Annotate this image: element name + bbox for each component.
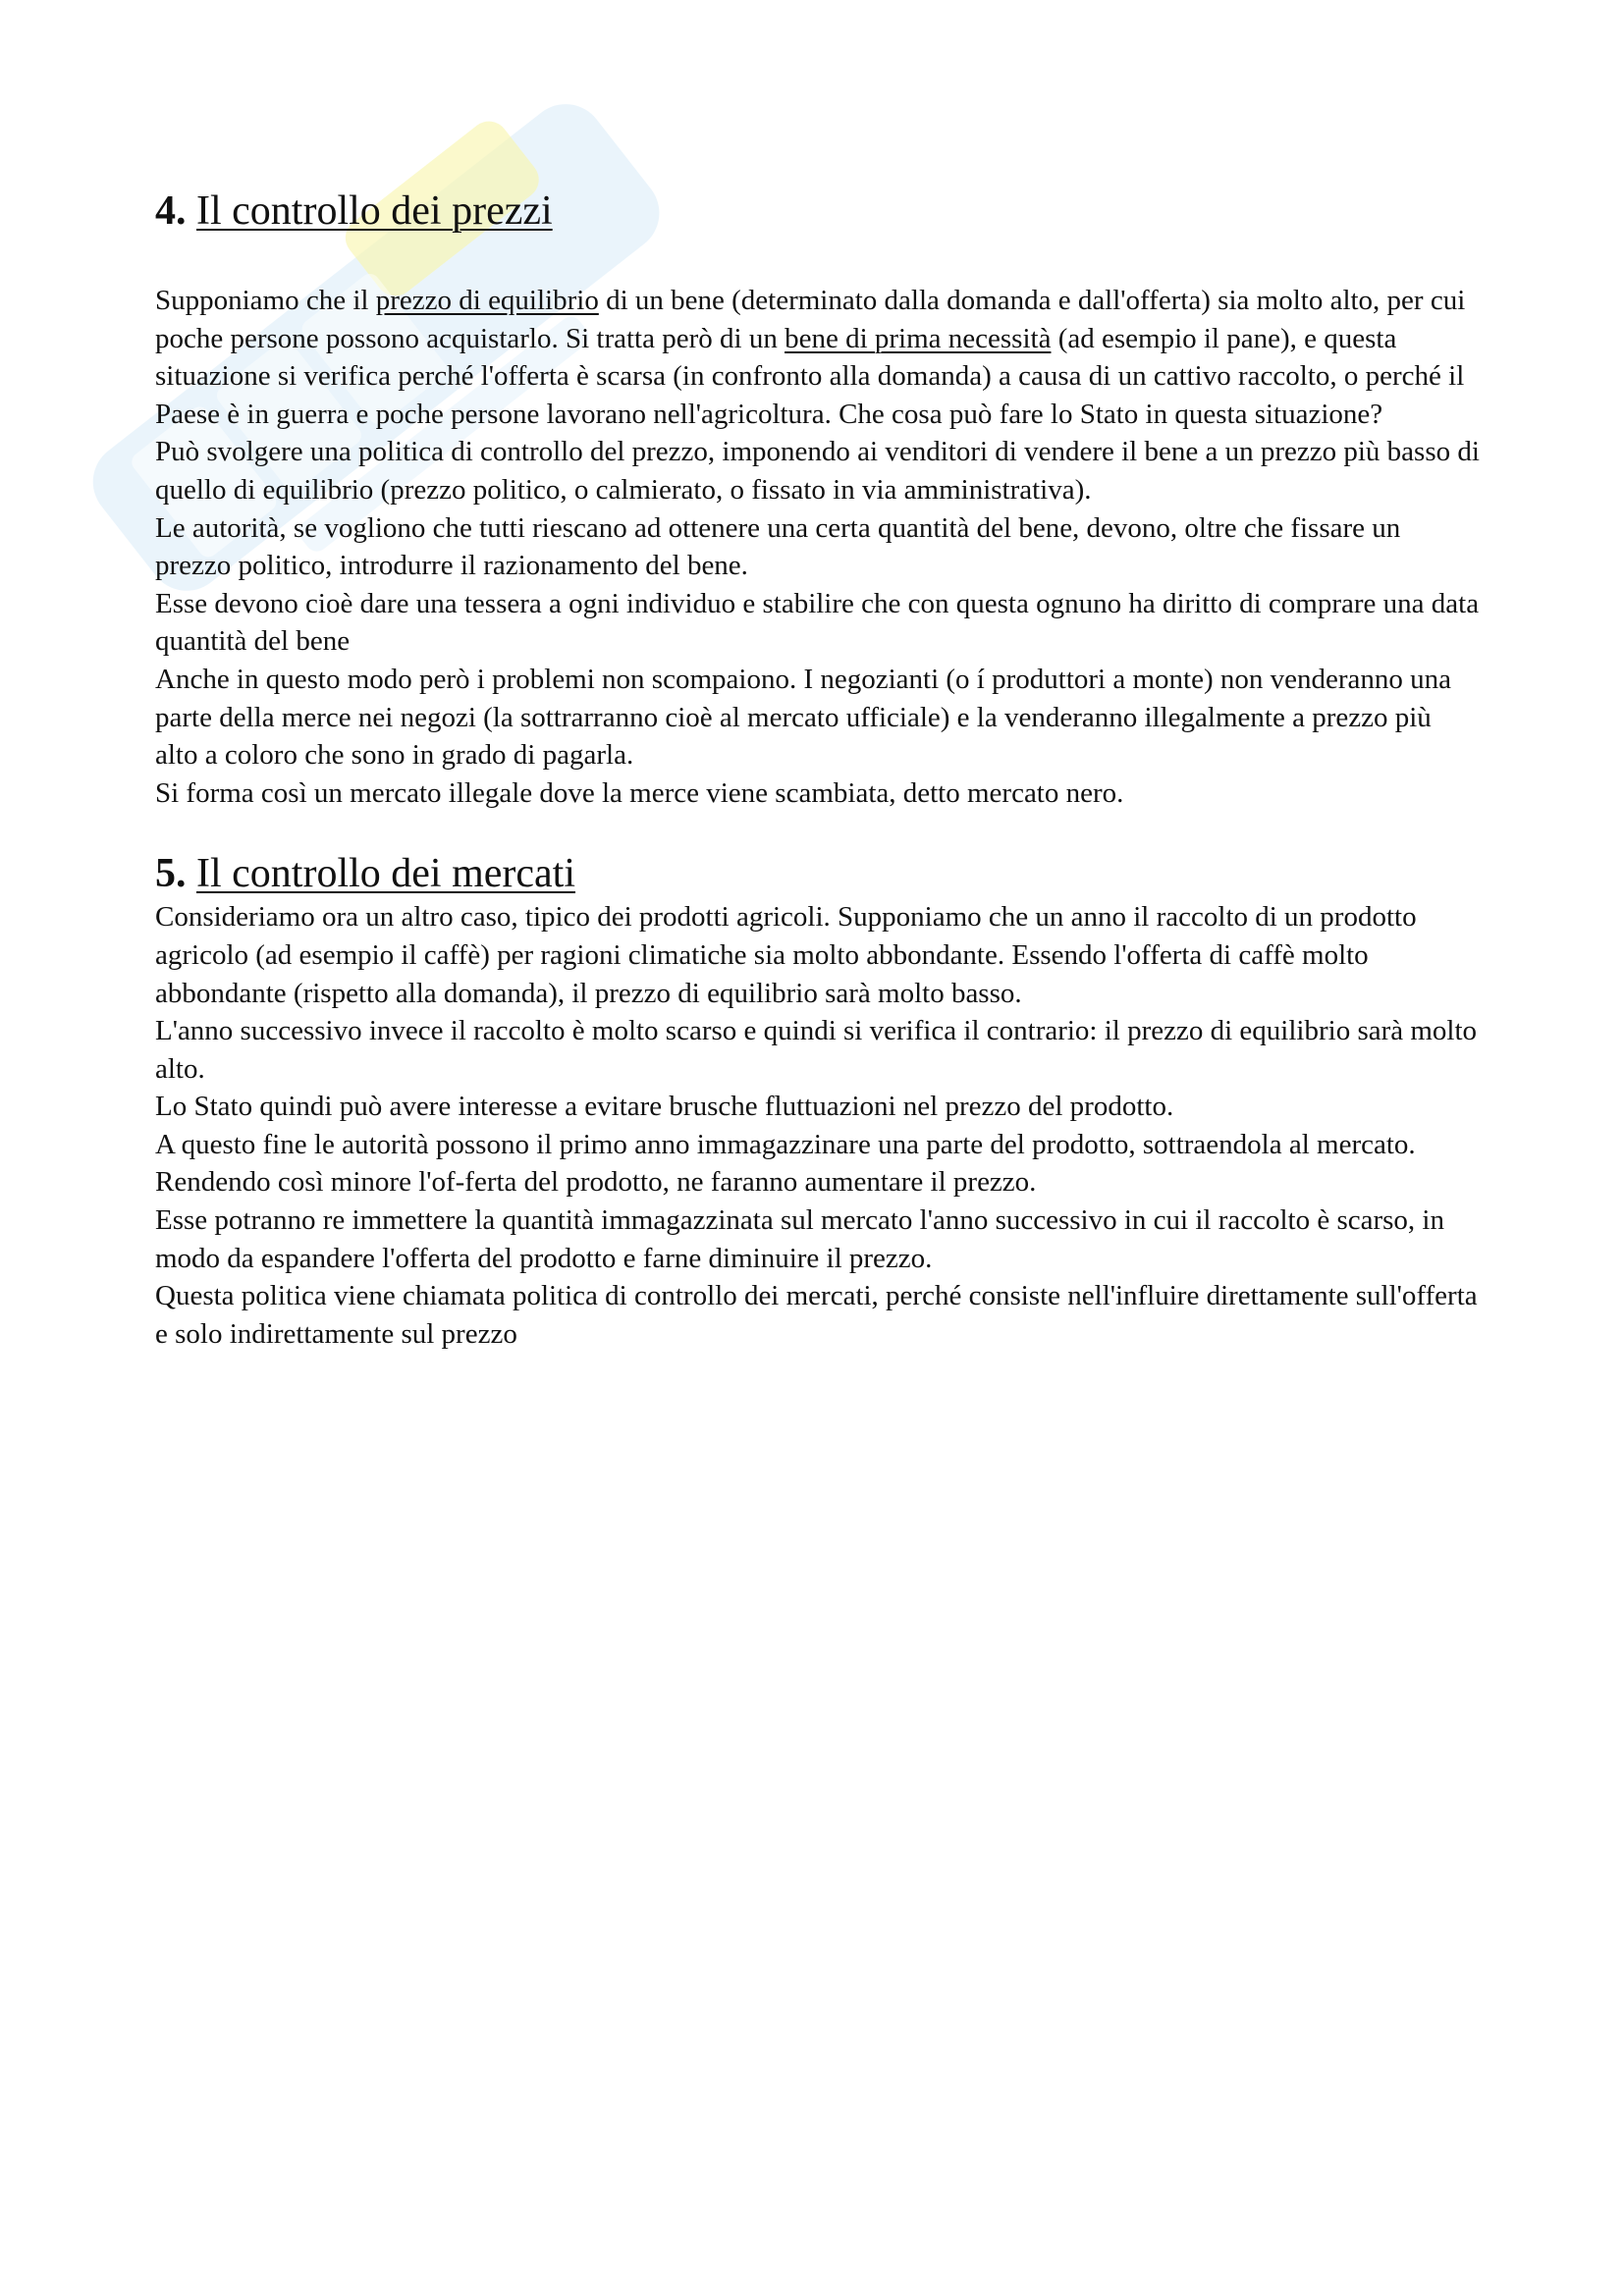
- section-5-title: Il controllo dei mercati: [196, 851, 576, 897]
- section-5-number: 5.: [155, 851, 187, 897]
- paragraph: Esse potranno re immettere la quantità immagazzinata sul mercato l'anno successivo in cui il raccolto è scarso, in modo da espandere l'offerta del prodotto e farne diminuire il prezzo.: [155, 1204, 1444, 1274]
- paragraph: Esse devono cioè dare una tessera a ogni individuo e stabilire che con questa ognuno ha diritto di comprare una data quantità del bene: [155, 587, 1480, 658]
- paragraph: [155, 282, 1481, 433]
- text-run: di un bene (determinato dalla domanda e dall'offerta) sia molto alto, per cui poche persone possono acquistarlo. Si tratta però di un: [155, 285, 1466, 354]
- paragraph: Anche in questo modo però i problemi non scompaiono. I negozianti (o í produttori a monte) non venderanno una parte della merce nei negozi (la sottrarranno cioè al mercato ufficiale) e la venderanno illegalmente a prezzo più alto a coloro che sono in grado di pagarla.: [155, 663, 1451, 772]
- document-body: [155, 187, 1481, 1353]
- text-run: (ad esempio il pane), e questa situazione si verifica perché l'offerta è scarsa (in confronto alla domanda) a causa di un cattivo raccolto, o perché il Paese è in guerra e poche persone lavorano nell'agricoltura. Che cosa può fare lo Stato in questa situazione?: [155, 322, 1465, 430]
- section-4-number: 4.: [155, 188, 187, 234]
- link-bene-di-prima-necessita[interactable]: bene di prima necessità: [785, 322, 1052, 354]
- section-4: [155, 187, 1481, 812]
- paragraph: Questa politica viene chiamata politica di controllo dei mercati, perché consiste nell'influire direttamente sull'offerta e solo indirettamente sul prezzo: [155, 1280, 1478, 1350]
- paragraph: Lo Stato quindi può avere interesse a evitare brusche fluttuazioni nel prezzo del prodotto.: [155, 1091, 1174, 1123]
- paragraph: Può svolgere una politica di controllo del prezzo, imponendo ai venditori di vendere il bene a un prezzo più basso di quello di equilibrio (prezzo politico, o calmierato, o fissato in via amministrativa).: [155, 436, 1480, 506]
- paragraph: L'anno successivo invece il raccolto è molto scarso e quindi si verifica il contrario: il prezzo di equilibrio sarà molto alto.: [155, 1015, 1478, 1085]
- section-5-body: [155, 898, 1481, 1353]
- section-5-heading: [155, 849, 1481, 898]
- paragraph: A questo fine le autorità possono il primo anno immagazzinare una parte del prodotto, sottraendola al mercato. Rendendo così minore l'of-ferta del prodotto, ne faranno aumentare il prezzo.: [155, 1128, 1416, 1199]
- section-5: [155, 849, 1481, 1353]
- section-4-title: Il controllo dei prezzi: [196, 188, 553, 234]
- section-4-body: [155, 282, 1481, 812]
- paragraph: Consideriamo ora un altro caso, tipico dei prodotti agricoli. Supponiamo che un anno il raccolto di un prodotto agricolo (ad esempio il caffè) per ragioni climatiche sia molto abbondante. Essendo l'offerta di caffè molto abbondante (rispetto alla domanda), il prezzo di equilibrio sarà molto basso.: [155, 901, 1417, 1009]
- link-prezzo-di-equilibrio[interactable]: prezzo di equilibrio: [375, 285, 599, 316]
- paragraph: Si forma così un mercato illegale dove la merce viene scambiata, detto mercato nero.: [155, 776, 1124, 809]
- text-run: Supponiamo che il: [155, 285, 376, 316]
- paragraph: Le autorità, se vogliono che tutti riescano ad ottenere una certa quantità del bene, devono, oltre che fissare un prezzo politico, introdurre il razionamento del bene.: [155, 511, 1401, 582]
- section-4-heading: [155, 187, 1481, 236]
